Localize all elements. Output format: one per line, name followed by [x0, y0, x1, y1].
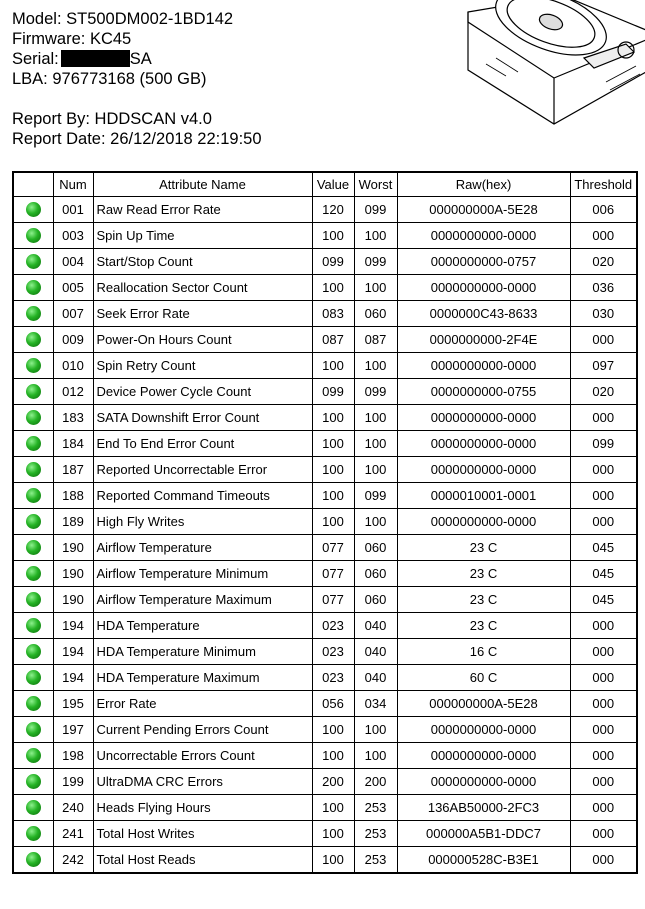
worst-cell: 100 — [354, 743, 397, 769]
num-cell: 199 — [53, 769, 93, 795]
value-cell: 077 — [312, 587, 354, 613]
worst-cell: 253 — [354, 795, 397, 821]
status-cell — [13, 639, 53, 665]
attribute-name-cell: High Fly Writes — [93, 509, 312, 535]
serial-redaction — [61, 50, 130, 67]
threshold-cell: 000 — [570, 613, 637, 639]
status-cell — [13, 379, 53, 405]
raw-cell: 0000000000-0000 — [397, 275, 570, 301]
num-cell: 009 — [53, 327, 93, 353]
status-ok-icon — [26, 358, 41, 373]
status-cell — [13, 457, 53, 483]
attribute-name-cell: Seek Error Rate — [93, 301, 312, 327]
firmware-value: KC45 — [89, 30, 132, 48]
value-cell: 100 — [312, 847, 354, 874]
status-ok-icon — [26, 462, 41, 477]
status-ok-icon — [26, 540, 41, 555]
status-ok-icon — [26, 774, 41, 789]
raw-cell: 0000010001-0001 — [397, 483, 570, 509]
attribute-name-cell: Airflow Temperature — [93, 535, 312, 561]
threshold-cell: 045 — [570, 535, 637, 561]
status-ok-icon — [26, 254, 41, 269]
table-row — [13, 587, 637, 613]
status-ok-icon — [26, 410, 41, 425]
value-cell: 100 — [312, 821, 354, 847]
threshold-cell: 000 — [570, 665, 637, 691]
table-row — [13, 327, 637, 353]
num-cell: 183 — [53, 405, 93, 431]
status-ok-icon — [26, 826, 41, 841]
num-cell: 187 — [53, 457, 93, 483]
raw-cell: 136AB50000-2FC3 — [397, 795, 570, 821]
worst-cell: 100 — [354, 223, 397, 249]
status-cell — [13, 275, 53, 301]
lba-label: LBA: — [12, 70, 48, 88]
worst-cell: 040 — [354, 613, 397, 639]
value-cell: 100 — [312, 275, 354, 301]
table-row — [13, 847, 637, 874]
status-ok-icon — [26, 748, 41, 763]
threshold-cell: 000 — [570, 405, 637, 431]
attribute-name-cell: Current Pending Errors Count — [93, 717, 312, 743]
value-cell: 056 — [312, 691, 354, 717]
num-cell: 010 — [53, 353, 93, 379]
raw-cell: 23 C — [397, 535, 570, 561]
num-cell: 198 — [53, 743, 93, 769]
attribute-name-cell: Reallocation Sector Count — [93, 275, 312, 301]
status-ok-icon — [26, 332, 41, 347]
worst-cell: 034 — [354, 691, 397, 717]
status-ok-icon — [26, 202, 41, 217]
status-cell — [13, 587, 53, 613]
threshold-cell: 000 — [570, 457, 637, 483]
threshold-cell: 000 — [570, 769, 637, 795]
status-cell — [13, 743, 53, 769]
attribute-name-cell: Total Host Writes — [93, 821, 312, 847]
status-ok-icon — [26, 852, 41, 867]
report-date-line — [12, 129, 262, 149]
attribute-name-cell: Start/Stop Count — [93, 249, 312, 275]
raw-cell: 0000000000-0000 — [397, 223, 570, 249]
worst-cell: 060 — [354, 535, 397, 561]
threshold-cell: 099 — [570, 431, 637, 457]
worst-cell: 100 — [354, 405, 397, 431]
num-cell: 194 — [53, 665, 93, 691]
raw-cell: 0000000000-0000 — [397, 509, 570, 535]
table-row — [13, 795, 637, 821]
raw-cell: 000000528C-B3E1 — [397, 847, 570, 874]
status-ok-icon — [26, 514, 41, 529]
status-ok-icon — [26, 696, 41, 711]
num-cell: 240 — [53, 795, 93, 821]
num-cell: 003 — [53, 223, 93, 249]
report-by-value: HDDSCAN v4.0 — [94, 110, 212, 128]
attribute-name-cell: Power-On Hours Count — [93, 327, 312, 353]
report-by-line — [12, 109, 262, 129]
status-ok-icon — [26, 566, 41, 581]
value-cell: 100 — [312, 405, 354, 431]
attribute-name-cell: End To End Error Count — [93, 431, 312, 457]
threshold-cell: 036 — [570, 275, 637, 301]
status-cell — [13, 613, 53, 639]
num-cell: 001 — [53, 197, 93, 223]
status-ok-icon — [26, 228, 41, 243]
status-cell — [13, 405, 53, 431]
status-cell — [13, 821, 53, 847]
value-cell: 100 — [312, 743, 354, 769]
model-line — [12, 9, 262, 29]
worst-header: Worst — [354, 172, 397, 197]
num-cell: 194 — [53, 613, 93, 639]
worst-cell: 253 — [354, 847, 397, 874]
raw-cell: 0000000000-0000 — [397, 405, 570, 431]
attribute-name-cell: SATA Downshift Error Count — [93, 405, 312, 431]
table-row — [13, 717, 637, 743]
table-row — [13, 483, 637, 509]
status-ok-icon — [26, 306, 41, 321]
status-cell — [13, 353, 53, 379]
value-cell: 099 — [312, 379, 354, 405]
report-date-value: 26/12/2018 22:19:50 — [110, 130, 262, 148]
worst-cell: 099 — [354, 483, 397, 509]
threshold-cell: 000 — [570, 327, 637, 353]
status-ok-icon — [26, 280, 41, 295]
table-row — [13, 665, 637, 691]
num-cell: 012 — [53, 379, 93, 405]
threshold-cell: 097 — [570, 353, 637, 379]
threshold-cell: 045 — [570, 561, 637, 587]
lba-line — [12, 69, 262, 89]
attribute-name-cell: Airflow Temperature Minimum — [93, 561, 312, 587]
raw-cell: 23 C — [397, 561, 570, 587]
value-cell: 100 — [312, 509, 354, 535]
attribute-name-cell: Total Host Reads — [93, 847, 312, 874]
attribute-name-cell: HDA Temperature Maximum — [93, 665, 312, 691]
status-cell — [13, 431, 53, 457]
threshold-cell: 006 — [570, 197, 637, 223]
num-cell: 241 — [53, 821, 93, 847]
threshold-cell: 020 — [570, 249, 637, 275]
threshold-cell: 000 — [570, 847, 637, 874]
value-cell: 099 — [312, 249, 354, 275]
status-ok-icon — [26, 384, 41, 399]
raw-cell: 0000000000-0000 — [397, 769, 570, 795]
table-row — [13, 561, 637, 587]
num-cell: 188 — [53, 483, 93, 509]
serial-suffix: SA — [129, 50, 152, 68]
threshold-cell: 000 — [570, 691, 637, 717]
status-cell — [13, 223, 53, 249]
raw-cell: 23 C — [397, 613, 570, 639]
attribute-name-cell: Reported Uncorrectable Error — [93, 457, 312, 483]
status-cell — [13, 301, 53, 327]
table-row — [13, 821, 637, 847]
table-row — [13, 743, 637, 769]
attribute-name-cell: Reported Command Timeouts — [93, 483, 312, 509]
status-ok-icon — [26, 644, 41, 659]
threshold-cell: 000 — [570, 223, 637, 249]
status-ok-icon — [26, 722, 41, 737]
raw-cell: 0000000000-0757 — [397, 249, 570, 275]
value-header: Value — [312, 172, 354, 197]
num-cell: 189 — [53, 509, 93, 535]
model-label: Model: — [12, 10, 62, 28]
table-row — [13, 613, 637, 639]
status-cell — [13, 509, 53, 535]
worst-cell: 100 — [354, 275, 397, 301]
table-row — [13, 639, 637, 665]
attribute-name-cell: Device Power Cycle Count — [93, 379, 312, 405]
attribute-name-cell: UltraDMA CRC Errors — [93, 769, 312, 795]
worst-cell: 099 — [354, 249, 397, 275]
value-cell: 023 — [312, 665, 354, 691]
value-cell: 100 — [312, 795, 354, 821]
raw-cell: 16 C — [397, 639, 570, 665]
worst-cell: 060 — [354, 561, 397, 587]
attribute-name-cell: Spin Up Time — [93, 223, 312, 249]
num-cell: 004 — [53, 249, 93, 275]
value-cell: 100 — [312, 223, 354, 249]
worst-cell: 100 — [354, 353, 397, 379]
status-cell — [13, 691, 53, 717]
model-value: ST500DM002-1BD142 — [66, 10, 234, 28]
attribute-name-cell: Error Rate — [93, 691, 312, 717]
threshold-cell: 000 — [570, 795, 637, 821]
status-ok-icon — [26, 488, 41, 503]
num-cell: 184 — [53, 431, 93, 457]
worst-cell: 099 — [354, 379, 397, 405]
status-cell — [13, 249, 53, 275]
table-row — [13, 223, 637, 249]
worst-cell: 100 — [354, 509, 397, 535]
table-row — [13, 379, 637, 405]
value-cell: 200 — [312, 769, 354, 795]
raw-cell: 0000000000-0000 — [397, 431, 570, 457]
attribute-name-cell: Spin Retry Count — [93, 353, 312, 379]
status-ok-icon — [26, 618, 41, 633]
raw-cell: 0000000C43-8633 — [397, 301, 570, 327]
table-row — [13, 509, 637, 535]
status-ok-icon — [26, 800, 41, 815]
status-cell — [13, 847, 53, 874]
num-cell: 194 — [53, 639, 93, 665]
hard-drive-icon — [466, 0, 645, 126]
num-header: Num — [53, 172, 93, 197]
num-cell: 005 — [53, 275, 93, 301]
attribute-name-cell: Raw Read Error Rate — [93, 197, 312, 223]
worst-cell: 100 — [354, 431, 397, 457]
status-cell — [13, 535, 53, 561]
worst-cell: 100 — [354, 717, 397, 743]
report-by-label: Report By: — [12, 110, 90, 128]
num-cell: 190 — [53, 561, 93, 587]
table-row — [13, 535, 637, 561]
table-row — [13, 691, 637, 717]
raw-cell: 000000000A-5E28 — [397, 691, 570, 717]
num-cell: 242 — [53, 847, 93, 874]
status-ok-icon — [26, 592, 41, 607]
status-cell — [13, 483, 53, 509]
worst-cell: 060 — [354, 587, 397, 613]
table-row — [13, 431, 637, 457]
status-cell — [13, 197, 53, 223]
raw-cell: 000000000A-5E28 — [397, 197, 570, 223]
table-row — [13, 405, 637, 431]
threshold-cell: 045 — [570, 587, 637, 613]
worst-cell: 040 — [354, 665, 397, 691]
smart-attributes-table — [12, 171, 638, 874]
threshold-header: Threshold — [570, 172, 637, 197]
num-cell: 190 — [53, 587, 93, 613]
worst-cell: 253 — [354, 821, 397, 847]
status-header — [13, 172, 53, 197]
status-cell — [13, 561, 53, 587]
value-cell: 100 — [312, 457, 354, 483]
value-cell: 083 — [312, 301, 354, 327]
value-cell: 100 — [312, 353, 354, 379]
table-header-row — [13, 172, 637, 197]
worst-cell: 099 — [354, 197, 397, 223]
table-row — [13, 301, 637, 327]
raw-cell: 0000000000-0000 — [397, 457, 570, 483]
serial-label: Serial: — [12, 50, 59, 68]
firmware-line — [12, 29, 262, 49]
threshold-cell: 000 — [570, 743, 637, 769]
worst-cell: 040 — [354, 639, 397, 665]
value-cell: 100 — [312, 717, 354, 743]
raw-cell: 000000A5B1-DDC7 — [397, 821, 570, 847]
threshold-cell: 000 — [570, 483, 637, 509]
drive-info — [12, 9, 262, 149]
table-row — [13, 197, 637, 223]
value-cell: 023 — [312, 639, 354, 665]
raw-header: Raw(hex) — [397, 172, 570, 197]
attribute-name-cell: Uncorrectable Errors Count — [93, 743, 312, 769]
serial-line — [12, 49, 262, 69]
value-cell: 077 — [312, 535, 354, 561]
table-row — [13, 769, 637, 795]
threshold-cell: 000 — [570, 717, 637, 743]
attribute-name-cell: Heads Flying Hours — [93, 795, 312, 821]
raw-cell: 0000000000-0000 — [397, 717, 570, 743]
threshold-cell: 000 — [570, 821, 637, 847]
attribute-name-cell: HDA Temperature — [93, 613, 312, 639]
raw-cell: 23 C — [397, 587, 570, 613]
raw-cell: 0000000000-0000 — [397, 743, 570, 769]
num-cell: 195 — [53, 691, 93, 717]
value-cell: 120 — [312, 197, 354, 223]
status-cell — [13, 717, 53, 743]
status-ok-icon — [26, 670, 41, 685]
worst-cell: 100 — [354, 457, 397, 483]
num-cell: 197 — [53, 717, 93, 743]
lba-value: 976773168 (500 GB) — [52, 70, 207, 88]
raw-cell: 0000000000-2F4E — [397, 327, 570, 353]
report-date-label: Report Date: — [12, 130, 106, 148]
num-cell: 007 — [53, 301, 93, 327]
value-cell: 100 — [312, 431, 354, 457]
value-cell: 023 — [312, 613, 354, 639]
status-cell — [13, 769, 53, 795]
table-row — [13, 457, 637, 483]
table-row — [13, 249, 637, 275]
value-cell: 100 — [312, 483, 354, 509]
worst-cell: 060 — [354, 301, 397, 327]
attribute-name-cell: Airflow Temperature Maximum — [93, 587, 312, 613]
threshold-cell: 030 — [570, 301, 637, 327]
raw-cell: 60 C — [397, 665, 570, 691]
worst-cell: 200 — [354, 769, 397, 795]
table-row — [13, 275, 637, 301]
raw-cell: 0000000000-0000 — [397, 353, 570, 379]
num-cell: 190 — [53, 535, 93, 561]
threshold-cell: 020 — [570, 379, 637, 405]
status-ok-icon — [26, 436, 41, 451]
attribute-name-cell: HDA Temperature Minimum — [93, 639, 312, 665]
status-cell — [13, 795, 53, 821]
threshold-cell: 000 — [570, 639, 637, 665]
value-cell: 077 — [312, 561, 354, 587]
firmware-label: Firmware: — [12, 30, 86, 48]
worst-cell: 087 — [354, 327, 397, 353]
table-row — [13, 353, 637, 379]
raw-cell: 0000000000-0755 — [397, 379, 570, 405]
value-cell: 087 — [312, 327, 354, 353]
attribute-name-header: Attribute Name — [93, 172, 312, 197]
status-cell — [13, 665, 53, 691]
threshold-cell: 000 — [570, 509, 637, 535]
status-cell — [13, 327, 53, 353]
